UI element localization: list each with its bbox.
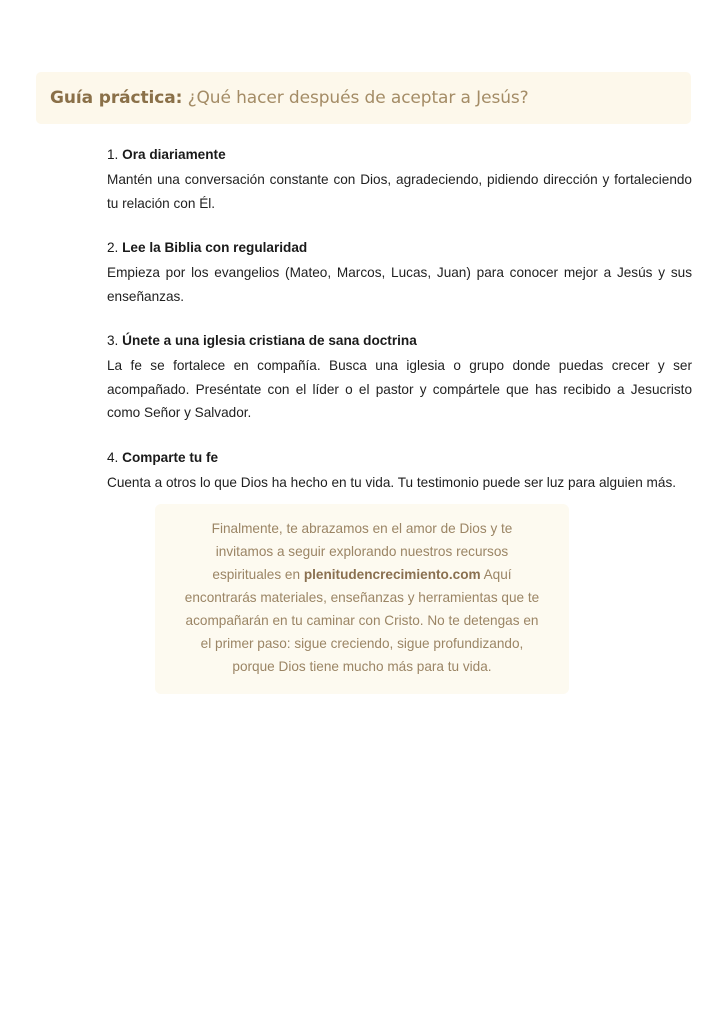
closing-callout — [155, 504, 569, 694]
guide-header-title — [50, 87, 529, 109]
step-number: 2. — [107, 240, 119, 255]
step-number: 4. — [107, 449, 119, 465]
step-body: Mantén una conversación constante con Dios, agradeciendo, pidiendo dirección y fortaleciendo tu relación con Él. — [107, 172, 692, 211]
guide-header-question: ¿Qué hacer después de aceptar a Jesús? — [187, 88, 529, 108]
step-number: 3. — [107, 333, 119, 348]
step-title — [107, 447, 692, 468]
step-heading: Lee la Biblia con regularidad — [122, 240, 308, 255]
step-title — [107, 237, 692, 258]
site-link[interactable]: plenitudencrecimiento.com — [303, 567, 481, 582]
step-heading: Comparte tu fe — [122, 449, 219, 465]
steps-list — [107, 144, 692, 494]
step-heading: Únete a una iglesia cristiana de sana doctrina — [122, 333, 417, 348]
step-item — [107, 330, 692, 425]
step-title — [107, 330, 692, 351]
closing-text — [183, 517, 541, 678]
step-title — [107, 144, 692, 165]
guide-header-banner — [36, 72, 691, 124]
closing-text-after-site: Aquí encontrarás materiales, enseñanzas y herramientas que te acompañarán en tu caminar con Cristo. No te detengas en el primer paso: sigue creciendo, sigue profundizando, porque Dios tiene mucho más para tu vida. — [184, 567, 540, 674]
step-body: La fe se fortalece en compañía. Busca una iglesia o grupo donde puedas crecer y ser acompañado. Preséntate con el líder o el pastor y compártele que has recibido a Jesucristo como Señor y Salvador. — [107, 358, 692, 420]
step-item — [107, 144, 692, 215]
step-number: 1. — [107, 147, 119, 162]
closing-text-before-site: Finalmente, te abrazamos en el amor de Dios y te invitamos a seguir explorando nuestros recursos espirituales en — [211, 521, 513, 582]
guide-header-lead-label: Guía práctica: — [50, 88, 183, 108]
step-body: Cuenta a otros lo que Dios ha hecho en tu vida. Tu testimonio puede ser luz para alguien más. — [107, 474, 677, 490]
step-heading: Ora diariamente — [122, 147, 226, 162]
step-item — [107, 447, 692, 495]
step-item — [107, 237, 692, 308]
step-body: Empieza por los evangelios (Mateo, Marcos, Lucas, Juan) para conocer mejor a Jesús y sus enseñanzas. — [107, 265, 692, 304]
